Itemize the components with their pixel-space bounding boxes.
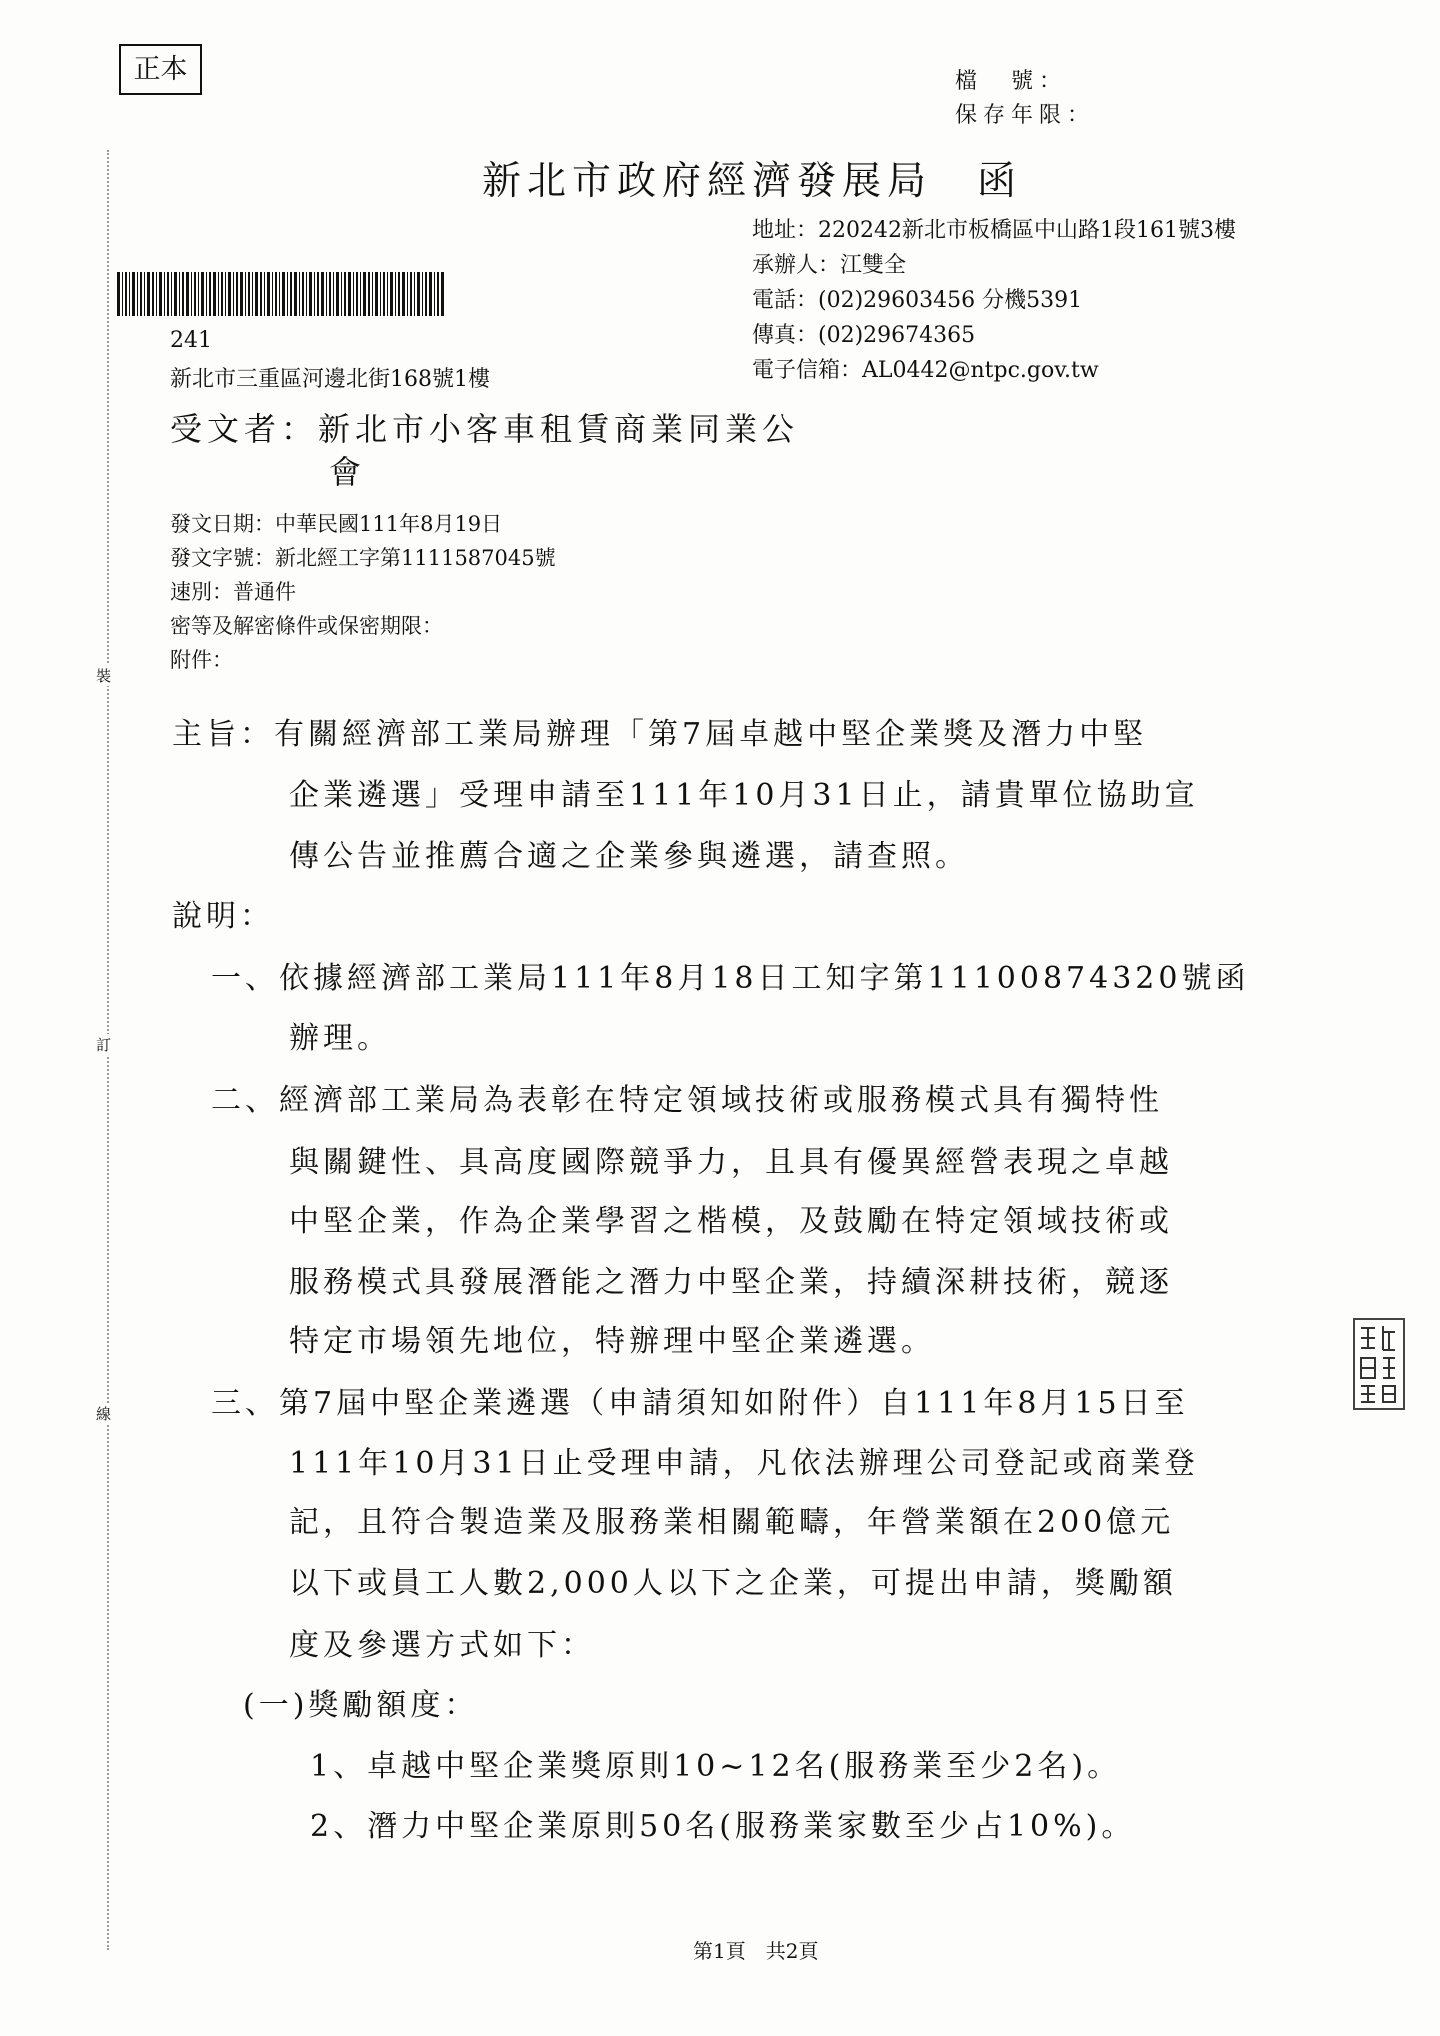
attachment-label: 附件： — [170, 648, 233, 672]
item-3-line-5: 度及參選方式如下： — [289, 1628, 595, 1663]
issue-date: 發文日期：中華民國111年8月19日 — [170, 512, 503, 536]
barcode-image — [117, 272, 445, 316]
item-3-line-2: 111年10月31日止受理申請，凡依法辦理公司登記或商業登 — [289, 1446, 1199, 1481]
sender-address: 地址：220242新北市板橋區中山路1段161號3樓 — [752, 218, 1236, 243]
file-number-label: 檔 號： — [955, 69, 1068, 94]
item-3-line-4: 以下或員工人數2,000人以下之企業，可提出申請，獎勵額 — [289, 1566, 1177, 1601]
binding-mark-zhuang: 裝 — [96, 667, 112, 685]
recipient-line-2: 會 — [329, 453, 367, 491]
delivery-speed: 速別：普通件 — [170, 580, 296, 604]
item-3-line-1: 三、第7屆中堅企業遴選（申請須知如附件）自111年8月15日至 — [211, 1386, 1189, 1421]
document-number: 發文字號：新北經工字第1111587045號 — [170, 546, 556, 570]
sender-fax: 傳真：(02)29674365 — [752, 323, 976, 348]
item-3-line-3: 記，且符合製造業及服務業相關範疇，年營業額在200億元 — [289, 1505, 1175, 1540]
sender-email: 電子信箱：AL0442@ntpc.gov.tw — [752, 358, 1099, 383]
mailing-postcode: 241 — [170, 328, 212, 353]
retention-label: 保存年限： — [955, 103, 1096, 128]
item-2-line-3: 中堅企業，作為企業學習之楷模，及鼓勵在特定領域技術或 — [289, 1204, 1173, 1239]
item-2-line-2: 與關鍵性、具高度國際競爭力，且具有優異經營表現之卓越 — [289, 1145, 1173, 1180]
mailing-address: 新北市三重區河邊北街168號1樓 — [170, 367, 490, 392]
explanation-label: 說明： — [172, 899, 274, 934]
subject-line-3: 傳公告並推薦合適之企業參與遴選，請查照。 — [289, 839, 969, 874]
subsection-1-item-2: 2、潛力中堅企業原則50名(服務業家數至少占10%)。 — [310, 1809, 1136, 1844]
sender-phone: 電話：(02)29603456 分機5391 — [752, 288, 1083, 313]
item-1-line-2: 辦理。 — [289, 1021, 391, 1056]
official-seal — [1353, 1318, 1405, 1410]
subsection-1-heading: (一)獎勵額度： — [243, 1688, 479, 1723]
subsection-1-item-1: 1、卓越中堅企業獎原則10~12名(服務業至少2名)。 — [310, 1749, 1122, 1784]
subject-line-1: 主旨：有關經濟部工業局辦理「第7屆卓越中堅企業獎及潛力中堅 — [172, 717, 1148, 752]
copy-mark-stamp: 正本 — [119, 44, 202, 95]
document-title: 新北市政府經濟發展局 函 — [482, 159, 1023, 204]
binding-mark-ding: 訂 — [96, 1036, 112, 1054]
recipient-line-1: 受文者：新北市小客車租賃商業同業公 — [170, 410, 800, 448]
binding-mark-xian: 線 — [96, 1405, 112, 1423]
page-number: 第1頁 共2頁 — [693, 1939, 819, 1963]
item-2-line-4: 服務模式具發展潛能之潛力中堅企業，持續深耕技術，競逐 — [289, 1265, 1173, 1300]
subject-line-2: 企業遴選」受理申請至111年10月31日止，請貴單位協助宣 — [289, 778, 1199, 813]
secrecy-level: 密等及解密條件或保密期限： — [170, 614, 443, 638]
sender-handler: 承辦人：江雙全 — [752, 253, 907, 278]
item-1-line-1: 一、依據經濟部工業局111年8月18日工知字第11100874320號函 — [211, 961, 1250, 996]
item-2-line-1: 二、經濟部工業局為表彰在特定領域技術或服務模式具有獨特性 — [211, 1083, 1163, 1118]
item-2-line-5: 特定市場領先地位，特辦理中堅企業遴選。 — [289, 1324, 935, 1359]
